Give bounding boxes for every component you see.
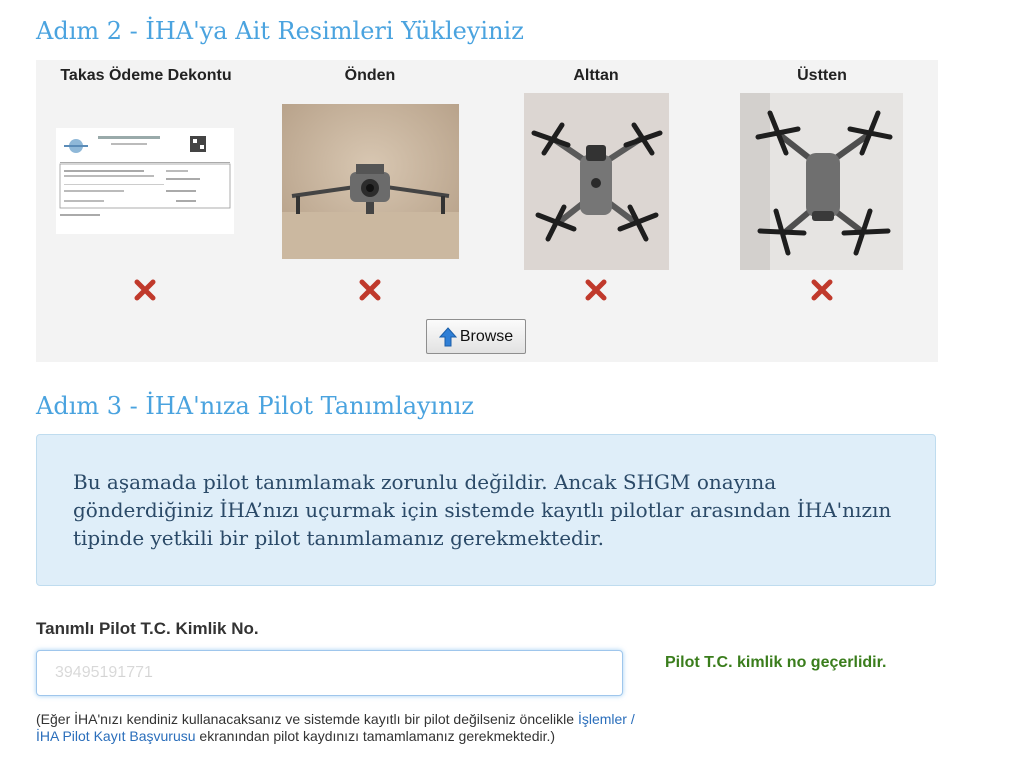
step2-title: Adım 2 - İHA'ya Ait Resimleri Yükleyiniz <box>36 17 524 45</box>
delete-icon[interactable] <box>133 278 157 302</box>
slot-label: Üstten <box>797 67 847 84</box>
help-text <box>36 711 636 745</box>
drone-bottom-photo[interactable] <box>524 93 669 270</box>
slot-label: Alttan <box>573 67 619 84</box>
delete-icon[interactable] <box>584 278 608 302</box>
upload-slot-bottom <box>486 60 706 300</box>
info-text: Bu aşamada pilot tanımlamak zorunlu değildir. Ancak SHGM onayına gönderdiğiniz İHA’nızı uçurmak için sistemde kayıtlı pilotlar arasından İHA'nızın tipinde yetkili bir pilot tanımlamanız gerekmektedir. <box>73 470 892 550</box>
upload-slot-receipt <box>36 60 256 300</box>
help-text-before: (Eğer İHA'nızı kendiniz kullanacaksanız ve sistemde kayıtlı bir pilot değilseniz öncelikle <box>36 711 578 727</box>
validation-message: Pilot T.C. kimlik no geçerlidir. <box>665 654 887 671</box>
browse-label: Browse <box>459 327 514 345</box>
receipt-thumbnail[interactable] <box>56 128 234 234</box>
pilot-registration-link[interactable]: İşlemler / İHA Pilot Kayıt Başvurusu <box>36 711 635 744</box>
drone-top-photo[interactable] <box>740 93 903 270</box>
drone-front-photo[interactable] <box>282 104 459 259</box>
delete-icon[interactable] <box>810 278 834 302</box>
upload-slot-front <box>260 60 480 300</box>
pilot-tc-label: Tanımlı Pilot T.C. Kimlik No. <box>36 619 259 638</box>
upload-panel <box>36 60 938 362</box>
slot-label: Önden <box>344 67 396 84</box>
upload-slot-top <box>712 60 932 300</box>
step3-title: Adım 3 - İHA'nıza Pilot Tanımlayınız <box>36 392 475 420</box>
slot-label: Takas Ödeme Dekontu <box>60 67 232 84</box>
info-box <box>36 434 936 586</box>
help-text-after: ekranından pilot kaydınızı tamamlamanız gerekmektedir.) <box>195 728 556 744</box>
upload-arrow-icon <box>439 327 457 347</box>
browse-button[interactable] <box>426 319 526 354</box>
pilot-tc-input[interactable] <box>36 650 623 696</box>
delete-icon[interactable] <box>358 278 382 302</box>
